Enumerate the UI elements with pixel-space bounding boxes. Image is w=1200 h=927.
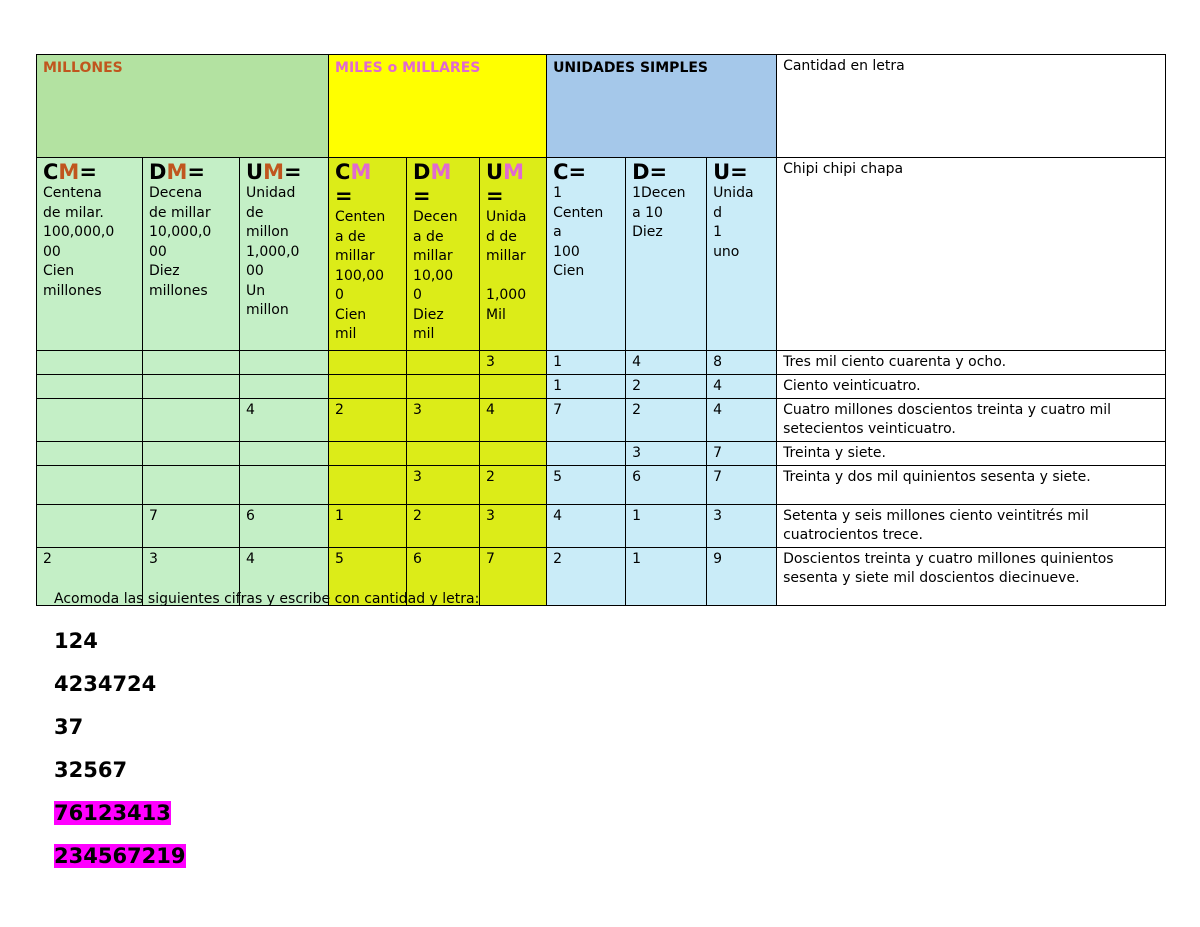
digit-cell: 1 bbox=[547, 375, 626, 399]
miles-header: MILES o MILLARES bbox=[329, 55, 547, 158]
digit-cell: 2 bbox=[626, 375, 707, 399]
number-value: 37 bbox=[54, 715, 84, 739]
digit-cell bbox=[240, 351, 329, 375]
digit-cell: 4 bbox=[240, 399, 329, 442]
column-symbol bbox=[486, 160, 540, 208]
cantidad-en-letra-cell: Cuatro millones doscientos treinta y cuatro mil setecientos veinticuatro. bbox=[777, 399, 1166, 442]
symbol-part: = bbox=[413, 184, 431, 208]
symbol-part: U bbox=[486, 160, 504, 184]
digit-cell bbox=[143, 399, 240, 442]
number-item bbox=[54, 706, 186, 749]
column-header-5 bbox=[480, 158, 547, 351]
symbol-part: M bbox=[430, 160, 452, 184]
digit-cell: 6 bbox=[240, 505, 329, 548]
digit-cell bbox=[143, 351, 240, 375]
column-header-8 bbox=[707, 158, 777, 351]
column-header-3 bbox=[329, 158, 407, 351]
cantidad-en-letra-cell: Setenta y seis millones ciento veintitrés mil cuatrocientos trece. bbox=[777, 505, 1166, 548]
digit-cell bbox=[480, 375, 547, 399]
column-description: Centen a de millar 100,00 0 Cien mil bbox=[335, 209, 386, 342]
digit-cell: 7 bbox=[480, 548, 547, 606]
digit-cell: 1 bbox=[626, 548, 707, 606]
digit-cell bbox=[240, 466, 329, 505]
column-symbol bbox=[149, 160, 233, 184]
digit-cell: 7 bbox=[707, 442, 777, 466]
symbol-part: M bbox=[350, 160, 372, 184]
symbol-part: C bbox=[335, 160, 351, 184]
symbol-part: M bbox=[58, 160, 80, 184]
digit-cell: 2 bbox=[480, 466, 547, 505]
digit-cell: 3 bbox=[143, 548, 240, 606]
table-row bbox=[37, 466, 1166, 505]
digit-cell: 1 bbox=[626, 505, 707, 548]
symbol-part: D bbox=[149, 160, 167, 184]
table-row bbox=[37, 351, 1166, 375]
column-symbol bbox=[335, 160, 400, 208]
number-item bbox=[54, 749, 186, 792]
column-header-0 bbox=[37, 158, 143, 351]
digit-cell: 2 bbox=[626, 399, 707, 442]
digit-cell: 7 bbox=[143, 505, 240, 548]
cantidad-en-letra-cell: Treinta y dos mil quinientos sesenta y siete. bbox=[777, 466, 1166, 505]
instruction-text: Acomoda las siguientes cifras y escribe con cantidad y letra: bbox=[54, 591, 480, 607]
column-symbol bbox=[713, 160, 770, 184]
digit-cell: 7 bbox=[547, 399, 626, 442]
data-rows bbox=[37, 351, 1166, 606]
digit-cell: 3 bbox=[407, 399, 480, 442]
digit-cell: 9 bbox=[707, 548, 777, 606]
digit-cell bbox=[407, 375, 480, 399]
place-value-table bbox=[36, 54, 1166, 606]
table-row bbox=[37, 375, 1166, 399]
symbol-part: M bbox=[166, 160, 188, 184]
digit-cell: 6 bbox=[407, 548, 480, 606]
symbol-part: = bbox=[486, 184, 504, 208]
symbol-part: = bbox=[335, 184, 353, 208]
cantidad-en-letra-cell: Doscientos treinta y cuatro millones quinientos sesenta y siete mil doscientos diecinueve. bbox=[777, 548, 1166, 606]
digit-cell: 5 bbox=[329, 548, 407, 606]
digit-cell: 3 bbox=[480, 351, 547, 375]
column-symbol bbox=[413, 160, 473, 208]
column-description: Centena de milar. 100,000,0 00 Cien millones bbox=[43, 185, 115, 299]
symbol-part: = bbox=[79, 160, 97, 184]
symbol-part: U bbox=[246, 160, 264, 184]
column-symbol bbox=[246, 160, 322, 184]
digit-cell: 8 bbox=[707, 351, 777, 375]
column-header-2 bbox=[240, 158, 329, 351]
column-header-4 bbox=[407, 158, 480, 351]
column-description: Unida d de millar 1,000 Mil bbox=[486, 209, 527, 323]
symbol-part: U= bbox=[713, 160, 748, 184]
table-row bbox=[37, 442, 1166, 466]
digit-cell: 2 bbox=[329, 399, 407, 442]
column-description: Unida d 1 uno bbox=[713, 185, 754, 260]
digit-cell bbox=[480, 442, 547, 466]
digit-cell: 2 bbox=[407, 505, 480, 548]
table-row bbox=[37, 399, 1166, 442]
digit-cell bbox=[37, 466, 143, 505]
column-symbol bbox=[43, 160, 136, 184]
symbol-part: M bbox=[263, 160, 284, 184]
digit-cell: 4 bbox=[480, 399, 547, 442]
cantidad-en-letra-cell: Tres mil ciento cuarenta y ocho. bbox=[777, 351, 1166, 375]
digit-cell bbox=[37, 351, 143, 375]
numbers-list bbox=[54, 620, 186, 878]
column-header-1 bbox=[143, 158, 240, 351]
symbol-part: D bbox=[413, 160, 431, 184]
number-item bbox=[54, 663, 186, 706]
symbol-part: M bbox=[503, 160, 524, 184]
number-value: 32567 bbox=[54, 758, 128, 782]
column-symbol bbox=[632, 160, 700, 184]
digit-cell: 7 bbox=[707, 466, 777, 505]
number-value: 76123413 bbox=[54, 801, 171, 825]
digit-cell bbox=[143, 466, 240, 505]
symbol-part: = bbox=[187, 160, 205, 184]
number-item bbox=[54, 620, 186, 663]
digit-cell bbox=[143, 375, 240, 399]
digit-cell bbox=[407, 351, 480, 375]
cantidad-subheader: Chipi chipi chapa bbox=[777, 158, 1166, 351]
column-symbol bbox=[553, 160, 619, 184]
table-row bbox=[37, 505, 1166, 548]
digit-cell: 3 bbox=[707, 505, 777, 548]
digit-cell: 3 bbox=[407, 466, 480, 505]
digit-cell: 6 bbox=[626, 466, 707, 505]
number-item bbox=[54, 835, 186, 878]
digit-cell: 4 bbox=[547, 505, 626, 548]
unidades-header: UNIDADES SIMPLES bbox=[547, 55, 777, 158]
cantidad-en-letra-cell: Treinta y siete. bbox=[777, 442, 1166, 466]
number-item bbox=[54, 792, 186, 835]
digit-cell: 3 bbox=[480, 505, 547, 548]
digit-cell: 4 bbox=[240, 548, 329, 606]
digit-cell bbox=[329, 466, 407, 505]
digit-cell bbox=[37, 442, 143, 466]
symbol-part: C= bbox=[553, 160, 587, 184]
symbol-part: D= bbox=[632, 160, 668, 184]
digit-cell bbox=[37, 399, 143, 442]
digit-cell: 2 bbox=[37, 548, 143, 606]
digit-cell: 2 bbox=[547, 548, 626, 606]
digit-cell bbox=[240, 442, 329, 466]
digit-cell bbox=[547, 442, 626, 466]
cantidad-header: Cantidad en letra bbox=[777, 55, 1166, 158]
number-value: 234567219 bbox=[54, 844, 186, 868]
digit-cell: 3 bbox=[626, 442, 707, 466]
digit-cell bbox=[37, 505, 143, 548]
digit-cell bbox=[407, 442, 480, 466]
digit-cell bbox=[329, 351, 407, 375]
digit-cell bbox=[329, 442, 407, 466]
millones-header: MILLONES bbox=[37, 55, 329, 158]
cantidad-en-letra-cell: Ciento veinticuatro. bbox=[777, 375, 1166, 399]
column-description: 1 Centen a 100 Cien bbox=[553, 185, 604, 279]
column-header-7 bbox=[626, 158, 707, 351]
column-header-6 bbox=[547, 158, 626, 351]
digit-cell: 4 bbox=[707, 375, 777, 399]
digit-cell bbox=[37, 375, 143, 399]
column-description: Decen a de millar 10,00 0 Diez mil bbox=[413, 209, 458, 342]
group-header-row bbox=[37, 55, 1166, 158]
digit-cell bbox=[143, 442, 240, 466]
digit-cell: 1 bbox=[547, 351, 626, 375]
symbol-part: = bbox=[283, 160, 302, 184]
digit-cell bbox=[240, 375, 329, 399]
number-value: 4234724 bbox=[54, 672, 157, 696]
column-header-row bbox=[37, 158, 1166, 351]
column-description: 1Decen a 10 Diez bbox=[632, 185, 686, 240]
digit-cell: 5 bbox=[547, 466, 626, 505]
digit-cell: 1 bbox=[329, 505, 407, 548]
column-description: Decena de millar 10,000,0 00 Diez millones bbox=[149, 185, 212, 299]
digit-cell bbox=[329, 375, 407, 399]
symbol-part: C bbox=[43, 160, 59, 184]
column-description: Unidad de millon 1,000,0 00 Un millon bbox=[246, 185, 300, 318]
digit-cell: 4 bbox=[626, 351, 707, 375]
number-value: 124 bbox=[54, 629, 98, 653]
digit-cell: 4 bbox=[707, 399, 777, 442]
